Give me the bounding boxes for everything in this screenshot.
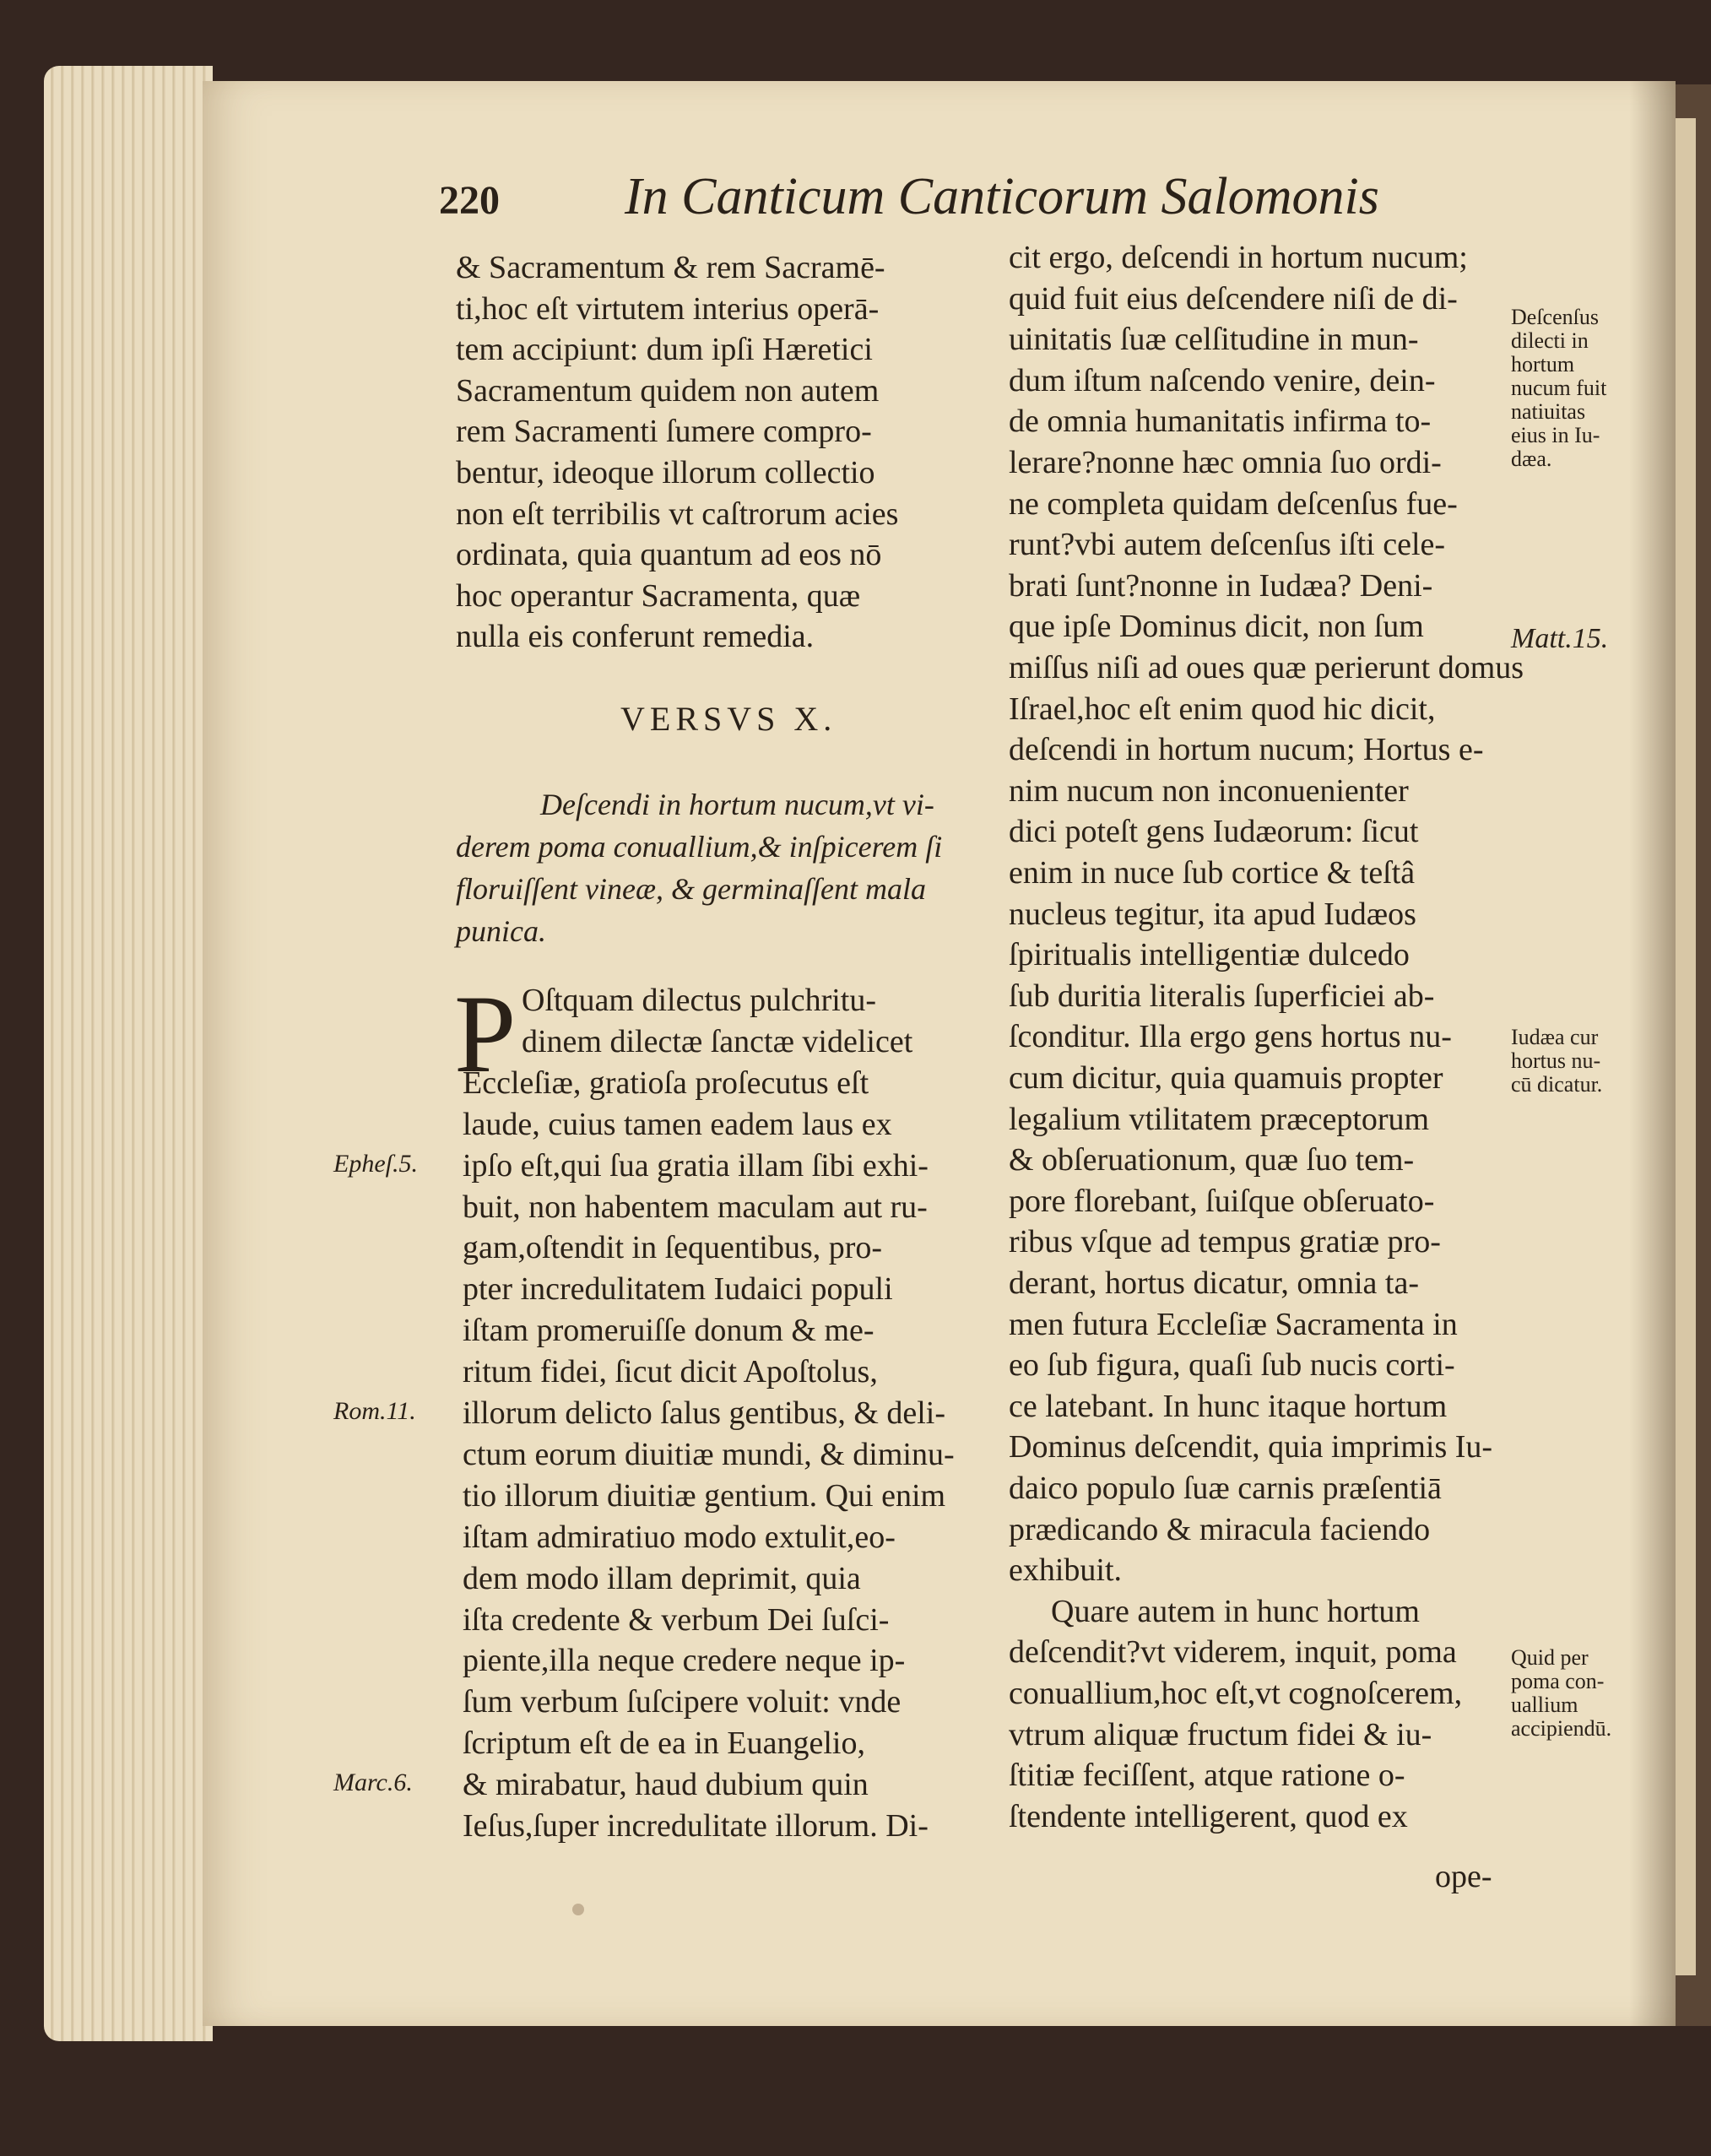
text-line: daico populo ſuæ carnis præſentiā [1009, 1471, 1442, 1506]
text-line: uinitatis ſuæ celſitudine in mun- [1009, 322, 1419, 358]
text-line: Eccleſiæ, gratioſa proſecutus eſt [463, 1064, 869, 1101]
text-line: iſta credente & verbum Dei ſuſci- [463, 1601, 890, 1638]
text-line: que ipſe Dominus dicit, non ſum [1009, 609, 1424, 645]
verse-line: derem poma conuallium,& inſpicerem ſi [456, 830, 943, 864]
text-line: dum iſtum naſcendo venire, dein- [1009, 362, 1436, 398]
text-line: tio illorum diuitiæ gentium. Qui enim [463, 1477, 946, 1514]
text-line: ſum verbum ſuſcipere voluit: vnde [463, 1684, 902, 1720]
text-line: iſtam admiratiuo modo extulit,eo- [463, 1519, 896, 1555]
page-stack-edge [44, 66, 213, 2041]
text-line: & mirabatur, haud dubium quin [463, 1767, 869, 1803]
text-line: dinem dilectæ ſanctæ videlicet [522, 1023, 913, 1059]
page-number: 220 [439, 178, 500, 223]
text-line: tem accipiunt: dum ipſi Hæretici [456, 332, 873, 368]
text-line: Sacramentum quidem non autem [456, 372, 880, 409]
text-line: Iſrael,hoc eſt enim quod hic dicit, [1009, 691, 1436, 727]
text-line: ctum eorum diuitiæ mundi, & diminu- [463, 1436, 955, 1472]
text-line: laude, cuius tamen eadem laus ex [463, 1106, 892, 1142]
verse-line: floruiſſent vineæ, & germinaſſent mala [456, 872, 926, 906]
text-line: eo ſub figura, quaſi ſub nucis corti- [1009, 1347, 1455, 1384]
margin-note: cū dicatur. [1511, 1072, 1603, 1097]
text-line: gam,oſtendit in ſequentibus, pro- [463, 1230, 883, 1266]
text-line: ſconditur. Illa ergo gens hortus nu- [1009, 1019, 1452, 1055]
text-line: dem modo illam deprimit, quia [463, 1560, 861, 1596]
margin-note: natiuitas [1511, 399, 1586, 424]
text-line: conuallium,hoc eſt,vt cognoſcerem, [1009, 1676, 1463, 1711]
text-line: & obſeruationum, quæ ſuo tem- [1009, 1142, 1415, 1178]
text-line: derant, hortus dicatur, omnia ta- [1009, 1265, 1419, 1301]
margin-note: nucum fuit [1511, 376, 1607, 400]
text-line: deſcendit?vt viderem, inquit, poma [1009, 1634, 1457, 1671]
margin-note: dilecti in [1511, 328, 1589, 353]
text-line: ſtitiæ feciſſent, atque ratione o- [1009, 1758, 1405, 1794]
margin-ref: Epheſ.5. [333, 1149, 418, 1178]
margin-note: hortum [1511, 352, 1575, 376]
text-line: hoc operantur Sacramenta, quæ [456, 577, 861, 614]
margin-ref: Marc.6. [333, 1769, 413, 1797]
text-line: lerare?nonne hæc omnia ſuo ordi- [1009, 445, 1442, 480]
margin-note: eius in Iu- [1511, 423, 1600, 447]
text-line: men futura Eccleſiæ Sacramenta in [1009, 1306, 1458, 1342]
margin-note: poma con- [1511, 1669, 1605, 1693]
text-line: buit, non habentem maculam aut ru- [463, 1189, 928, 1225]
margin-note: dæa. [1511, 447, 1552, 471]
text-line: exhibuit. [1009, 1552, 1123, 1589]
text-line: ti,hoc eſt virtutem interius operā- [456, 290, 880, 327]
margin-note: Quid per [1511, 1645, 1589, 1670]
text-line: iſtam promeruiſſe donum & me- [463, 1313, 874, 1349]
text-line: ritum fidei, ſicut dicit Apoſtolus, [463, 1354, 878, 1390]
cover-edge [1676, 118, 1696, 1975]
catchword: ope- [1435, 1859, 1492, 1894]
text-line: nim nucum non inconuenienter [1009, 772, 1409, 809]
margin-note: accipiendū. [1511, 1716, 1612, 1741]
text-line: de omnia humanitatis infirma to- [1009, 404, 1432, 440]
margin-note: Deſcenſus [1511, 305, 1599, 329]
text-line: dici poteſt gens Iudæorum: ſicut [1009, 814, 1419, 850]
text-line: non eſt terribilis vt caſtrorum acies [456, 496, 899, 532]
dropcap: P [454, 972, 517, 1096]
text-line: ſtendente intelligerent, quod ex [1009, 1798, 1408, 1834]
book-page [203, 81, 1676, 2026]
text-line: ribus vſque ad tempus gratiæ pro- [1009, 1224, 1441, 1260]
text-line: legalium vtilitatem præceptorum [1009, 1101, 1430, 1137]
text-line: cum dicitur, quia quamuis propter [1009, 1060, 1443, 1096]
text-line: bentur, ideoque illorum collectio [456, 455, 875, 490]
text-line: ce latebant. In hunc itaque hortum [1009, 1388, 1448, 1424]
text-line: miſſus niſi ad oues quæ perierunt domus [1009, 650, 1524, 685]
margin-note: hortus nu- [1511, 1048, 1601, 1073]
margin-ref: Rom.11. [333, 1397, 416, 1425]
ink-blot [572, 1904, 584, 1915]
margin-note: Iudæa cur [1511, 1025, 1599, 1049]
text-line: nulla eis conferunt remedia. [456, 619, 815, 655]
margin-note: Matt.15. [1511, 623, 1609, 654]
text-line: deſcendi in hortum nucum; Hortus e- [1009, 732, 1484, 768]
gutter-shadow [1629, 81, 1676, 2026]
verse-heading: VERSVS X. [620, 700, 837, 738]
text-line: runt?vbi autem deſcenſus iſti cele- [1009, 527, 1446, 563]
text-line: nucleus tegitur, ita apud Iudæos [1009, 896, 1416, 932]
text-line: prædicando & miracula faciendo [1009, 1511, 1431, 1547]
text-line: ſpiritualis intelligentiæ dulcedo [1009, 937, 1410, 973]
text-line: & Sacramentum & rem Sacramē- [456, 250, 885, 285]
text-line: brati ſunt?nonne in Iudæa? Deni- [1009, 567, 1433, 604]
running-head: In Canticum Canticorum Salomonis [625, 168, 1379, 225]
margin-note: uallium [1511, 1693, 1578, 1717]
verse-line: Deſcendi in hortum nucum,vt vi- [540, 788, 934, 821]
text-line: enim in nuce ſub cortice & teſtâ [1009, 855, 1416, 891]
text-line: Oſtquam dilectus pulchritu- [522, 983, 877, 1018]
text-line: illorum delicto ſalus gentibus, & deli- [463, 1395, 946, 1431]
text-line: pore florebant, ſuiſque obſeruato- [1009, 1183, 1435, 1219]
text-line: Quare autem in hunc hortum [1051, 1593, 1420, 1629]
text-line: quid fuit eius deſcendere niſi de di- [1009, 280, 1458, 317]
text-line: vtrum aliquæ fructum fidei & iu- [1009, 1716, 1432, 1752]
text-line: Dominus deſcendit, quia imprimis Iu- [1009, 1429, 1493, 1465]
text-line: pter incredulitatem Iudaici populi [463, 1271, 893, 1308]
text-line: ordinata, quia quantum ad eos nō [456, 537, 882, 573]
text-line: ſcriptum eſt de ea in Euangelio, [463, 1725, 865, 1762]
text-line: piente,illa neque credere neque ip- [463, 1643, 906, 1679]
text-line: ne completa quidam deſcenſus fue- [1009, 485, 1458, 522]
verse-line: punica. [456, 914, 546, 948]
text-line: Ieſus,ſuper incredulitate illorum. Di- [463, 1808, 929, 1844]
text-line: rem Sacramenti ſumere compro- [456, 414, 872, 450]
text-line: cit ergo, deſcendi in hortum nucum; [1009, 240, 1468, 275]
text-line: ipſo eſt,qui ſua gratia illam ſibi exhi- [463, 1147, 929, 1184]
text-line: ſub duritia literalis ſuperficiei ab- [1009, 978, 1435, 1014]
